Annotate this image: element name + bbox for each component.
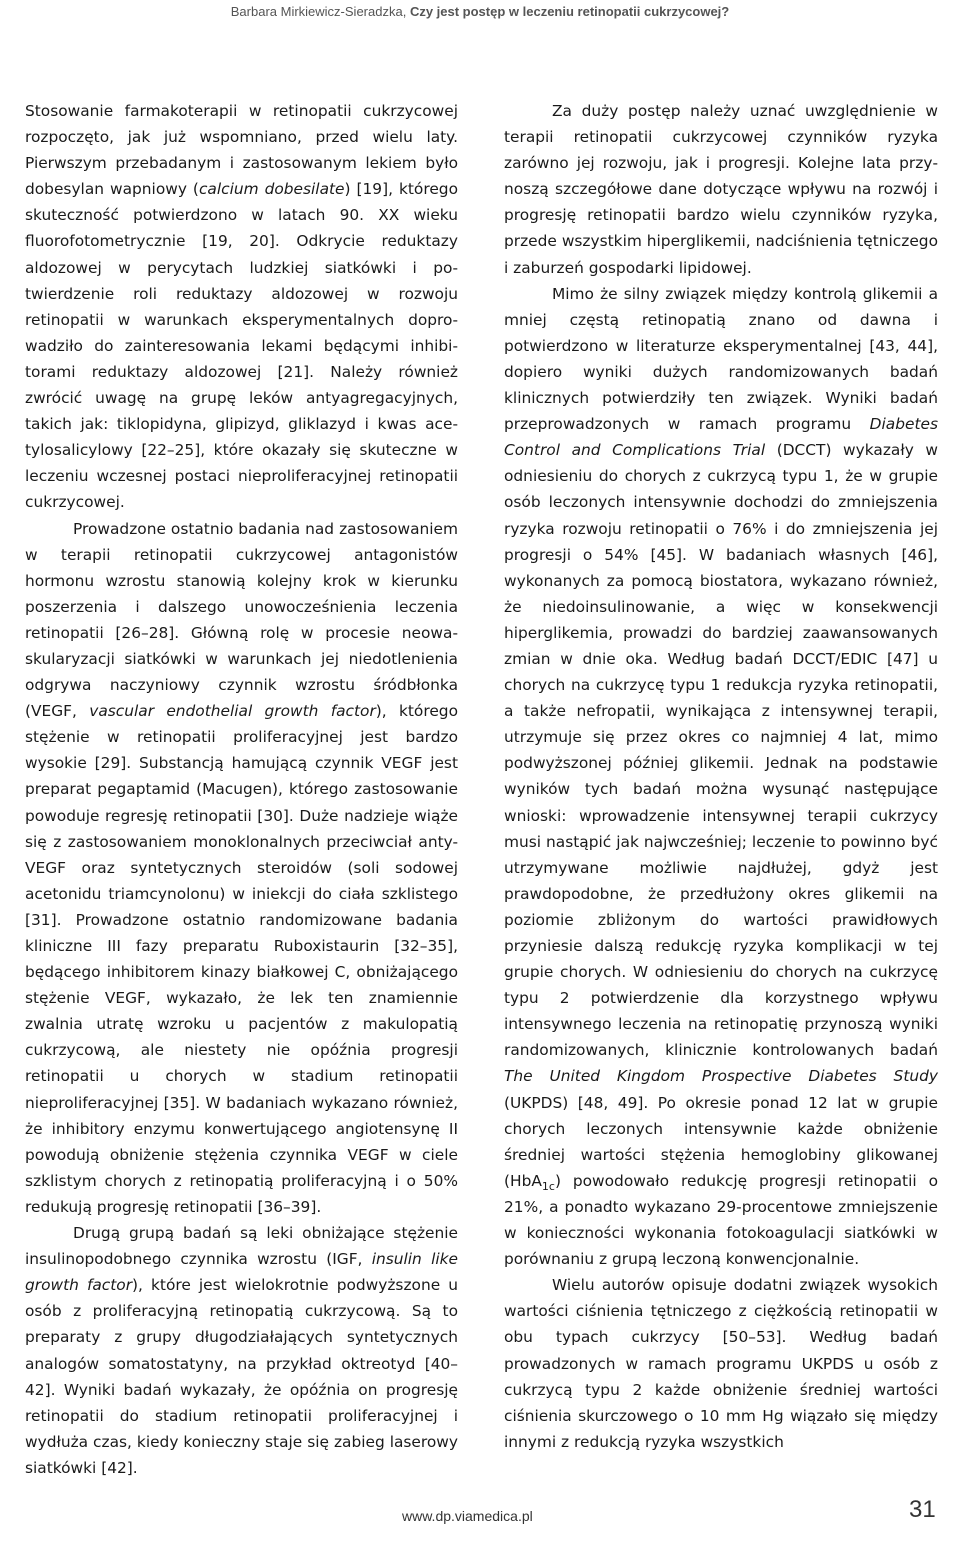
paragraph: Za duży postęp należy uznać uwzględnienie w terapii retinopatii cukrzycowej czynników ryzyka zarówno jej rozwoju, jak i progresji. Kolejne lata przynoszą szczegółowe dane dotyczące wpływu na rozwój i progresję retinopatii bardzo wielu czynników ryzyka, przede wszystkim hiperglikemii, nadciśnienia tętniczego i zaburzeń gospodarki lipidowej. bbox=[504, 102, 938, 277]
running-header bbox=[0, 4, 960, 19]
page-number: 31 bbox=[909, 1496, 936, 1523]
header-article-title: Czy jest postęp w leczeniu retinopatii cukrzycowej? bbox=[409, 4, 730, 19]
right-column bbox=[504, 98, 938, 1455]
left-column bbox=[25, 98, 458, 1481]
paragraph: Stosowanie farmakoterapii w retinopatii cukrzycowej rozpoczęto, jak już wspomniano, przed wielu laty. Pierwszym przebadanym i zastosowanym lekiem było dobesylan wapniowy (calcium dobesilate) [19], którego skuteczność potwierdzono w latach 90. XX wieku fluorofotometrycznie [19, 20]. Odkrycie reduktazy aldozowej w perycytach ludzkiej siatkówki i potwierdzenie roli reduktazy aldozowej w rozwoju retinopatii w warunkach eksperymentalnych doprowadziło do zainteresowania lekami będącymi inhibitorami reduktazy aldozowej [21]. Należy również zwrócić uwagę na grupę leków antyagregacyjnych, takich jak: tiklopidyna, glipizyd, gliklazyd i kwas acetylosalicylowy [22–25], które okazały się skuteczne w leczeniu wczesnej postaci nieproliferacyjnej retinopatii cukrzycowej. bbox=[25, 102, 458, 512]
footer-url[interactable]: www.dp.viamedica.pl bbox=[402, 1508, 533, 1524]
paragraph: Mimo że silny związek między kontrolą glikemii a mniej częstą retinopatią znano od dawna i potwierdzono w literaturze eksperymentalnej [43, 44], dopiero wyniki dużych randomizowanych badań klinicznych potwierdziły ten związek. Wyniki badań przeprowadzonych w ramach programu Diabetes Control and Complications Trial (DCCT) wykazały w odniesieniu do chorych z cukrzycą typu 1, że w grupie osób leczonych intensywnie dochodzi do zmniejszenia ryzyka rozwoju retinopatii o 76% i do zmniejszenia jej progresji o 54% [45]. W badaniach własnych [46], wykonanych za pomocą biostatora, wykazano również, że niedoinsulinowanie, a więc w konsekwencji hiperglikemia, prowadzi do bardziej zaawansowanych zmian w dnie oka. Według badań DCCT/EDIC [47] u chorych na cukrzycę typu 1 redukcja ryzyka retinopatii, a także nefropatii, wynikająca z intensywnej terapii, utrzymuje się przez okres co najmniej 4 lat, mimo podwyższonej później glikemii. Jednak na podstawie wyników tych badań można wysunąć następujące wnioski: wprowadzenie intensywnej terapii cukrzycy musi nastąpić jak najwcześniej; leczenie to powinno być utrzymywane możliwie najdłużej, gdyż jest prawdopodobne, że przedłużony okres glikemii na poziomie zbliżonym do wartości prawidłowych przyniesie dalszą redukcję ryzyka komplikacji w tej grupie chorych. W odniesieniu do chorych na cukrzycę typu 2 potwierdzenie dla korzystnego wpływu intensywnego leczenia na retinopatię przynoszą wyniki randomizowanych, klinicznie kontrolowanych badań The United Kingdom Prospective Diabetes Study (UKPDS) [48, 49]. Po okresie ponad 12 lat w grupie chorych leczonych intensywnie każde obniżenie średniej wartości stężenia hemoglobiny glikowanej (HbA$_{1c}$) powodowało redukcję progresji retinopatii o 21%, a ponadto wykazano 29-procentowe zmniejszenie w konieczności wykonania fotokoagulacji siatkówki w porównaniu z grupą leczoną konwencjonalnie. bbox=[504, 284, 938, 1269]
header-authors: Barbara Mirkiewicz-Sieradzka, bbox=[230, 4, 407, 19]
paragraph: Wielu autorów opisuje dodatni związek wysokich wartości ciśnienia tętniczego z ciężkością retinopatii w obu typach cukrzycy [50–53]. Według badań prowadzonych w ramach programu UKPDS u osób z cukrzycą typu 2 każde obniżenie średniej wartości ciśnienia skurczowego o 10 mm Hg wiązało się między innymi z redukcją ryzyka wszystkich bbox=[504, 1276, 938, 1451]
paragraph: Prowadzone ostatnio badania nad zastosowaniem w terapii retinopatii cukrzycowej antagonistów hormonu wzrostu stanowią kolejny krok w kierunku poszerzenia i dalszego unowocześnienia leczenia retinopatii [26–28]. Główną rolę w procesie neowaskularyzacji siatkówki w warunkach jej niedotlenienia odgrywa naczyniowy czynnik wzrostu śródbłonka (VEGF, vascular endothelial growth factor), którego stężenie w retinopatii proliferacyjnej jest bardzo wysokie [29]. Substancją hamującą czynnik VEGF jest preparat pegaptamid (Macugen), którego zastosowanie powoduje regresję retinopatii [30]. Duże nadzieje wiąże się z zastosowaniem monoklonalnych przeciwciał anty-VEGF oraz syntetycznych steroidów (soli sodowej acetonidu triamcynolonu) w iniekcji do ciała szklistego [31]. Prowadzone ostatnio randomizowane badania kliniczne III fazy preparatu Ruboxistaurin [32–35], będącego inhibitorem kinazy białkowej C, obniżającego stężenie VEGF, wykazało, że lek ten znamiennie zwalnia utratę wzroku u pacjentów z makulopatią cukrzycową, ale niestety nie opóźnia progresji retinopatii u chorych w stadium retinopatii nieproliferacyjnej [35]. W badaniach wykazano również, że inhibitory enzymu konwertującego angiotensynę II powodują obniżenie stężenia czynnika VEGF w ciele szklistym chorych z retinopatią proliferacyjną i o 50% redukują progresję retinopatii [36–39]. bbox=[25, 519, 458, 1216]
paragraph: Drugą grupą badań są leki obniżające stężenie insulinopodobnego czynnika wzrostu (IGF, insulin like growth factor), które jest wielokrotnie podwyższone u osób z proliferacyjną retinopatią cukrzycową. Są to preparaty z grupy długodziałających syntetycznych analogów somatostatyny, na przykład oktreotyd [40–42]. Wyniki badań wykazały, że opóźnia on progresję retinopatii do stadium retinopatii proliferacyjnej i wydłuża czas, kiedy konieczny staje się zabieg laserowy siatkówki [42]. bbox=[25, 1224, 459, 1477]
